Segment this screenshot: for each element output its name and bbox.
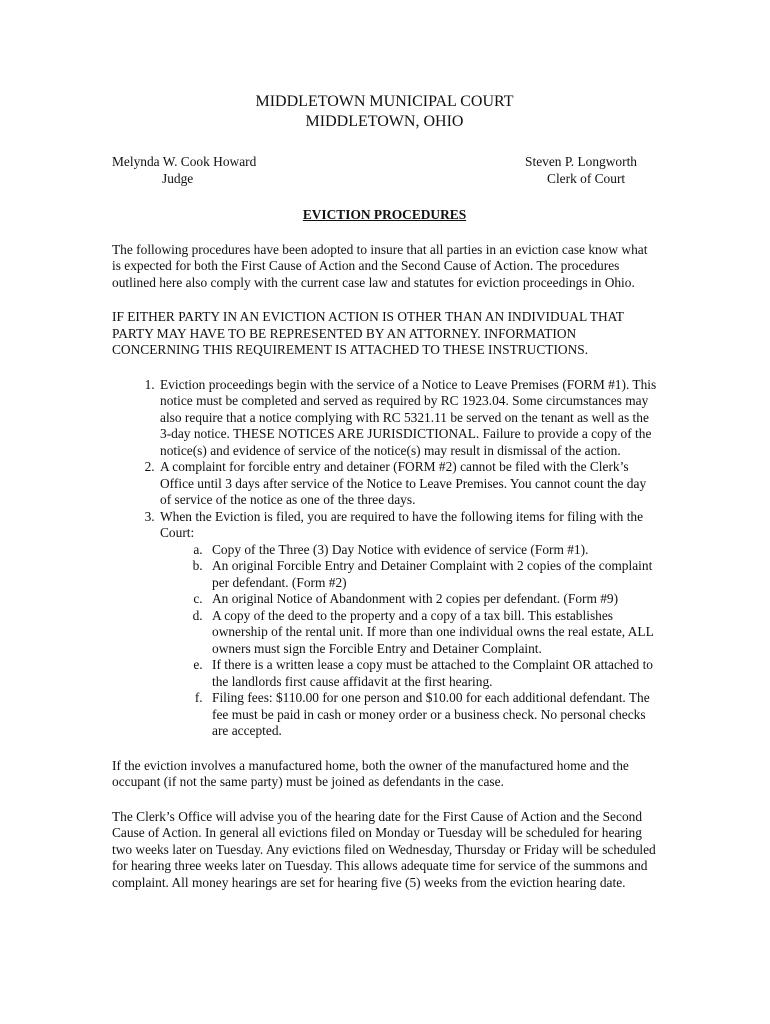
court-location: MIDDLETOWN, OHIO xyxy=(305,113,464,130)
court-name: MIDDLETOWN MUNICIPAL COURT xyxy=(255,93,514,110)
filing-item-text: An original Forcible Entry and Detainer Complaint with 2 copies of the complaint per defendant. (Form #2) xyxy=(212,558,653,590)
judge-title: Judge xyxy=(162,170,194,186)
filing-item xyxy=(206,558,657,591)
document-title: EVICTION PROCEDURES xyxy=(302,207,467,222)
clerk-block xyxy=(525,154,657,187)
step-item xyxy=(158,509,657,740)
judge-name: Melynda W. Cook Howard xyxy=(112,154,257,169)
filing-item xyxy=(206,690,657,740)
officials-block xyxy=(112,154,657,187)
filing-item xyxy=(206,591,657,608)
judge-block xyxy=(112,154,256,187)
step-text: When the Eviction is filed, you are required to have the following items for filing with the Court: xyxy=(160,508,644,540)
filing-items-list xyxy=(160,542,657,740)
filing-item xyxy=(206,542,657,559)
filing-item-text: Filing fees: $110.00 for one person and $10.00 for each additional defendant. The fee must be paid in cash or money order or a business check. No personal checks are accepted. xyxy=(212,690,650,738)
filing-item-text: If there is a written lease a copy must be attached to the Complaint OR attached to the landlords first cause affidavit at the first hearing. xyxy=(212,657,654,689)
filing-item-text: A copy of the deed to the property and a copy of a tax bill. This establishes ownership of the rental unit. If more than one individual owns the real estate, ALL owners must sign the Forcible Entry and Detainer Complaint. xyxy=(212,607,654,656)
step-item xyxy=(158,459,657,509)
manufactured-home-paragraph: If the eviction involves a manufactured home, both the owner of the manufactured home and the occupant (if not the same party) must be joined as defendants in the case. xyxy=(112,757,629,789)
attorney-notice: IF EITHER PARTY IN AN EVICTION ACTION IS OTHER THAN AN INDIVIDUAL THAT PARTY MAY HAVE TO BE REPRESENTED BY AN ATTORNEY. INFORMATION CONCERNING THIS REQUIREMENT IS ATTACHED TO THESE INSTRUCTIONS. xyxy=(112,309,624,357)
intro-paragraph: The following procedures have been adopted to insure that all parties in an eviction case know what is expected for both the First Cause of Action and the Second Cause of Action. The procedures outlined here also comply with the current case law and statutes for eviction proceedings in Ohio. xyxy=(112,241,648,290)
filing-item xyxy=(206,608,657,658)
clerk-name: Steven P. Longworth xyxy=(525,154,637,169)
step-text: A complaint for forcible entry and detainer (FORM #2) cannot be filed with the Clerk’s Office until 3 days after service of the Notice to Leave Premises. You cannot count the day of service of the notice as one of the three days. xyxy=(160,459,647,507)
clerk-title: Clerk of Court xyxy=(547,170,626,186)
hearing-paragraph: The Clerk’s Office will advise you of the hearing date for the First Cause of Action and the Second Cause of Action. In general all evictions filed on Monday or Tuesday will be scheduled for hearing two weeks later on Tuesday. Any evictions filed on Wednesday, Thursday or Friday will be scheduled for hearing three weeks later on Tuesday. This allows adequate time for service of the summons and complaint. All money hearings are set for hearing five (5) weeks from the eviction hearing date. xyxy=(112,808,656,890)
filing-item-text: Copy of the Three (3) Day Notice with evidence of service (Form #1). xyxy=(212,541,589,557)
document-page xyxy=(112,92,657,891)
procedure-steps xyxy=(112,377,657,740)
filing-item xyxy=(206,657,657,690)
step-item xyxy=(158,377,657,460)
step-text: Eviction proceedings begin with the service of a Notice to Leave Premises (FORM #1). This notice must be completed and served as required by RC 1923.04. Some circumstances may also require that a notice complying with RC 5321.11 be served on the tenant as well as the 3-day notice. THESE NOTICES ARE JURISDICTIONAL. Failure to provide a copy of the notice(s) and evidence of service of the notice(s) may result in dismissal of the action. xyxy=(160,376,657,458)
filing-item-text: An original Notice of Abandonment with 2 copies per defendant. (Form #9) xyxy=(212,591,619,606)
